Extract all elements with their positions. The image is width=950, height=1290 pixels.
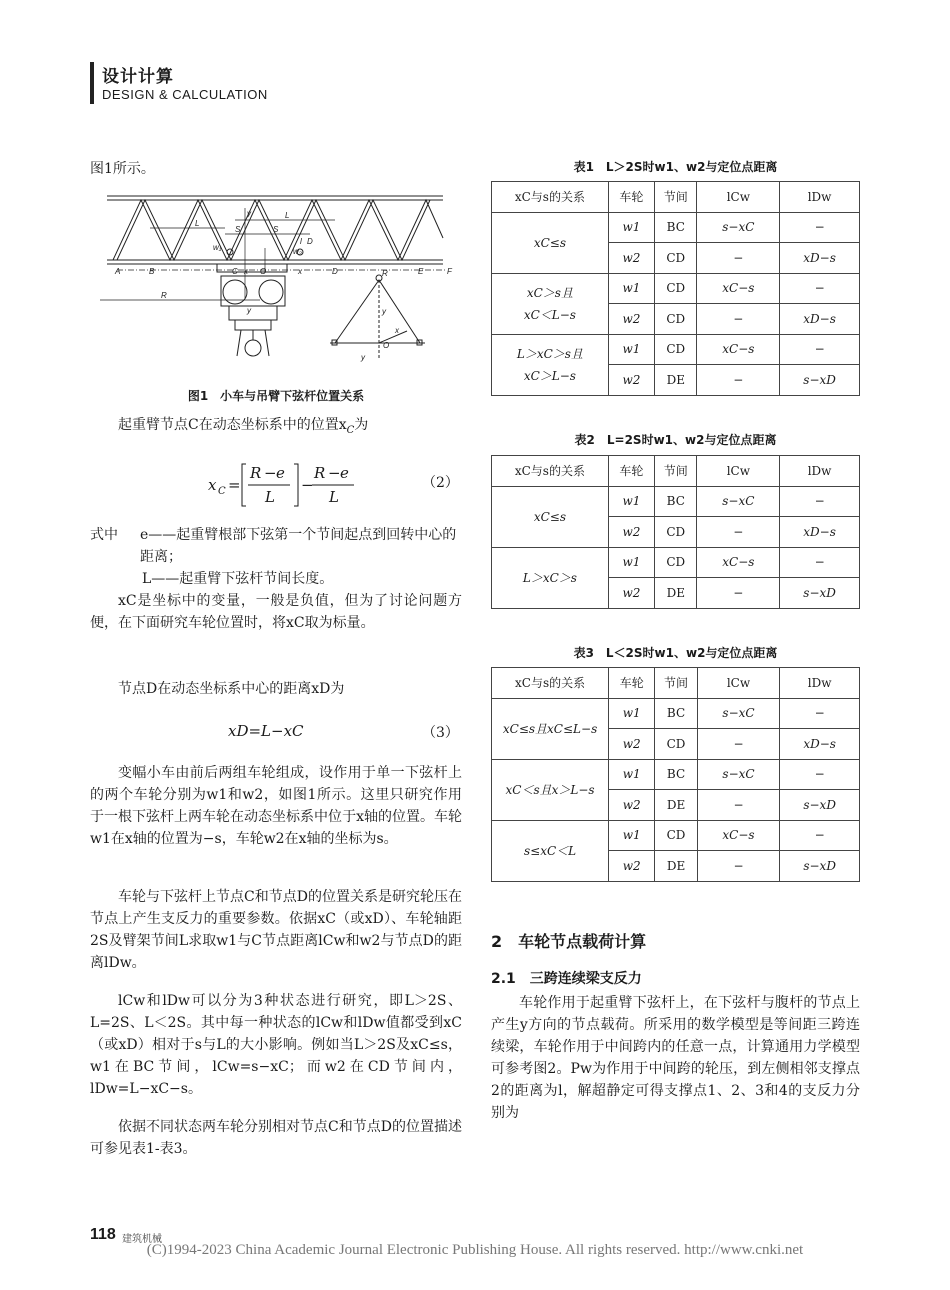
table-cell: DE	[655, 851, 697, 882]
table-cell: −	[697, 790, 780, 821]
fig-label: D	[332, 267, 338, 276]
journal-name: 建筑机械	[122, 1234, 162, 1245]
table-cell: s−xD	[780, 365, 860, 396]
fig-label: x	[395, 326, 399, 335]
table-cell: CD	[655, 273, 697, 304]
paragraph: 依据不同状态两车轮分别相对节点C和节点D的位置描述可参见表1-表3。	[90, 1119, 462, 1157]
table-row	[492, 698, 860, 729]
intro-text: 图1所示。	[90, 161, 155, 177]
fig-label: L	[195, 219, 200, 228]
data-table	[491, 181, 860, 396]
table-row	[492, 759, 860, 790]
table-cell: w1	[609, 820, 655, 851]
condition-cell: xC＞s且 xC＜L−s	[492, 273, 609, 334]
table-cell: w1	[608, 547, 654, 578]
table-header-cell: lCw	[697, 182, 780, 213]
fig-label: y	[247, 209, 251, 218]
table-cell: −	[780, 486, 860, 517]
table-cell: −	[697, 729, 780, 760]
table-cell: w1	[608, 334, 654, 365]
fig-label: w₁	[213, 243, 222, 252]
fig-label: D	[307, 237, 313, 246]
fig-label: F	[447, 267, 452, 276]
table-cell: w1	[608, 212, 654, 243]
table-cell: CD	[655, 517, 697, 548]
paragraph: 车轮作用于起重臂下弦杆上，在下弦杆与腹杆的节点上产生y方向的节点载荷。所采用的数学模型是等间距三跨连续梁，车轮作用于中间跨内的任意一点，计算通用力学模型可参考图2。Pw为作用于中间跨的轮压，到左侧相邻支撑点2的距离为l，解超静定可得支撑点1、2、3和4的支反力分别为	[491, 995, 860, 1121]
fig-label: E	[418, 267, 424, 276]
table-header-cell: 车轮	[608, 182, 654, 213]
table-cell: w1	[608, 486, 654, 517]
data-table	[491, 455, 860, 609]
table-cell: −	[780, 759, 860, 790]
paragraph: 变幅小车由前后两组车轮组成，设作用于单一下弦杆上的两个车轮分别为w1和w2，如图1所示。这里只研究作用于一根下弦杆上两车轮在动态坐标系中位于x轴的位置。车轮w1在x轴的位置为−s，车轮w2在x轴的坐标为s。	[90, 765, 462, 847]
data-table	[491, 667, 860, 882]
table-row	[492, 334, 860, 365]
table-row	[492, 273, 860, 304]
page-number: 118	[90, 1226, 116, 1243]
table-cell: −	[780, 273, 860, 304]
table-cell: CD	[655, 304, 697, 335]
section-heading: 2 车轮节点载荷计算	[491, 932, 647, 951]
svg-text:L: L	[329, 488, 339, 506]
copyright-line: (C)1994-2023 China Academic Journal Electronic Publishing House. All rights reserved. http://www.cnki.net	[146, 1242, 804, 1258]
table-cell: −	[780, 698, 860, 729]
svg-text:L: L	[265, 488, 275, 506]
table-cell: w2	[608, 365, 654, 396]
section-title: 设计计算	[102, 67, 174, 87]
condition-cell: xC≤s	[492, 212, 609, 273]
table-cell: w1	[609, 759, 655, 790]
table-cell: DE	[655, 578, 697, 609]
paragraph: lCw和lDw可以分为3种状态进行研究，即L＞2S、L=2S、L＜2S。其中每一种状态的lCw和lDw值都受到xC（或xD）相对于s与L的大小影响。例如当L＞2S及xC≤s，w1在BC节间，lCw=s−xC；而w2在CD节间内，lDw=L−xC−s。	[90, 993, 462, 1097]
fig-label: l	[300, 237, 302, 246]
table-row	[492, 547, 860, 578]
fig-label: B	[149, 267, 155, 276]
table-row	[492, 212, 860, 243]
svg-text:−: −	[264, 464, 277, 482]
equation-2-number: （2）	[422, 475, 459, 491]
table-cell: −	[697, 243, 780, 274]
table-header-cell: xC与s的关系	[492, 668, 609, 699]
fig-label: x	[244, 267, 248, 276]
table-header-cell: 车轮	[609, 668, 655, 699]
table-cell: w2	[608, 517, 654, 548]
table-cell: DE	[655, 790, 697, 821]
table-cell: s−xC	[697, 212, 780, 243]
fig-label: A	[115, 267, 121, 276]
table-cell: w1	[608, 273, 654, 304]
paragraph: 节点D在动态坐标系中心的距离xD为	[118, 681, 345, 697]
table-cell: xC−s	[697, 547, 780, 578]
table-cell: xD−s	[780, 729, 860, 760]
table-header-cell: 节间	[655, 668, 697, 699]
table-header-cell: xC与s的关系	[492, 182, 609, 213]
svg-text:=: =	[228, 476, 241, 494]
table-cell: s−xD	[780, 851, 860, 882]
svg-text:e: e	[340, 464, 349, 482]
table-cell: DE	[655, 365, 697, 396]
condition-cell: L＞xC＞s且 xC＞L−s	[492, 334, 609, 395]
fig-label: w₂	[293, 247, 302, 256]
table-cell: BC	[655, 759, 697, 790]
table-cell: CD	[655, 243, 697, 274]
table-header-cell: lCw	[697, 668, 780, 699]
fig-label: L	[285, 211, 290, 220]
table-cell: s−xC	[697, 759, 780, 790]
table-1-caption: 表1 L＞2S时w1、w2与定位点距离	[573, 160, 778, 174]
fig-label: x	[298, 267, 302, 276]
table-cell: w1	[609, 698, 655, 729]
fig-label: R	[161, 291, 167, 300]
table-cell: −	[697, 578, 780, 609]
table-cell: s−xC	[697, 698, 780, 729]
svg-text:R: R	[250, 464, 262, 482]
paragraph: 车轮与下弦杆上节点C和节点D的位置关系是研究轮压在节点上产生支反力的重要参数。依据xC（或xD）、车轮轴距2S及臂架节间L求取w1与C节点距离lCw和w2与节点D的距离lDw。	[90, 889, 462, 971]
fig-label: R	[382, 269, 388, 278]
table-cell: BC	[655, 698, 697, 729]
table-cell: w2	[609, 790, 655, 821]
table-cell: w2	[608, 578, 654, 609]
condition-cell: xC＜s且x＞L−s	[492, 759, 609, 820]
table-cell: −	[780, 334, 860, 365]
table-header-cell: lDw	[780, 456, 860, 487]
table-cell: CD	[655, 547, 697, 578]
condition-cell: L＞xC＞s	[492, 547, 609, 608]
svg-text:−: −	[301, 476, 314, 494]
figure-1-labels	[114, 209, 453, 362]
fig-label: S	[273, 225, 279, 234]
fig-label: S	[235, 225, 241, 234]
definitions: 式中 e——起重臂根部下弦第一个节间起点到回转中心的距离； L——起重臂下弦杆节间长度。	[90, 527, 457, 587]
table-cell: −	[780, 820, 860, 851]
figure-1-drawing	[95, 188, 455, 366]
table-cell: −	[780, 212, 860, 243]
fig-label: y	[382, 307, 386, 316]
table-header-cell: lDw	[780, 668, 860, 699]
figure-1-caption: 图1 小车与吊臂下弦杆位置关系	[187, 389, 365, 403]
table-cell: −	[697, 365, 780, 396]
table-cell: xC−s	[697, 273, 780, 304]
table-header-cell: lCw	[697, 456, 780, 487]
table-cell: xD−s	[780, 304, 860, 335]
table-cell: −	[697, 304, 780, 335]
equation-3: xD=L−xC	[228, 722, 304, 740]
table-cell: xC−s	[697, 820, 780, 851]
table-header-cell: lDw	[780, 182, 860, 213]
table-cell: −	[697, 517, 780, 548]
table-cell: BC	[655, 212, 697, 243]
section-title-en: DESIGN & CALCULATION	[102, 87, 268, 102]
table-cell: s−xD	[780, 578, 860, 609]
table-header-cell: 车轮	[608, 456, 654, 487]
fig-label: y	[361, 353, 365, 362]
table-cell: xD−s	[780, 517, 860, 548]
fig-label: y	[247, 306, 251, 315]
condition-cell: xC≤s	[492, 486, 609, 547]
svg-text:C: C	[218, 486, 226, 497]
svg-text:x: x	[208, 476, 217, 494]
table-cell: s−xD	[780, 790, 860, 821]
equation-3-number: （3）	[422, 725, 459, 741]
condition-cell: xC≤s且xC≤L−s	[492, 698, 609, 759]
svg-text:R: R	[314, 464, 326, 482]
table-cell: s−xC	[697, 486, 780, 517]
svg-text:e: e	[276, 464, 285, 482]
table-cell: w2	[609, 729, 655, 760]
table-row	[492, 486, 860, 517]
table-header-cell: 节间	[655, 456, 697, 487]
svg-text:−: −	[328, 464, 341, 482]
paragraph: 起重臂节点C在动态坐标系中的位置$x_C$为	[118, 417, 369, 436]
table-cell: CD	[655, 334, 697, 365]
table-header-cell: xC与s的关系	[492, 456, 609, 487]
table-cell: xD−s	[780, 243, 860, 274]
table-cell: w2	[608, 304, 654, 335]
table-cell: −	[780, 547, 860, 578]
table-3-caption: 表3 L＜2S时w1、w2与定位点距离	[573, 646, 778, 660]
table-2-caption: 表2 L=2S时w1、w2与定位点距离	[574, 433, 777, 447]
table-cell: CD	[655, 820, 697, 851]
table-cell: w2	[608, 243, 654, 274]
table-cell: xC−s	[697, 334, 780, 365]
table-cell: CD	[655, 729, 697, 760]
table-header-cell: 节间	[655, 182, 697, 213]
fig-label: O	[383, 341, 390, 350]
equation-2	[208, 458, 368, 512]
condition-cell: s≤xC＜L	[492, 820, 609, 881]
subsection-heading: 2.1 三跨连续梁支反力	[491, 971, 642, 987]
table-row	[492, 820, 860, 851]
figure-1	[95, 188, 455, 366]
table-cell: BC	[655, 486, 697, 517]
header-bar	[90, 62, 94, 104]
table-cell: −	[697, 851, 780, 882]
table-cell: w2	[609, 851, 655, 882]
paragraph: xC是坐标中的变量，一般是负值，但为了讨论问题方便，在下面研究车轮位置时，将xC取为标量。	[90, 593, 462, 631]
fig-label: O	[260, 267, 267, 276]
fig-label: C	[232, 267, 238, 276]
